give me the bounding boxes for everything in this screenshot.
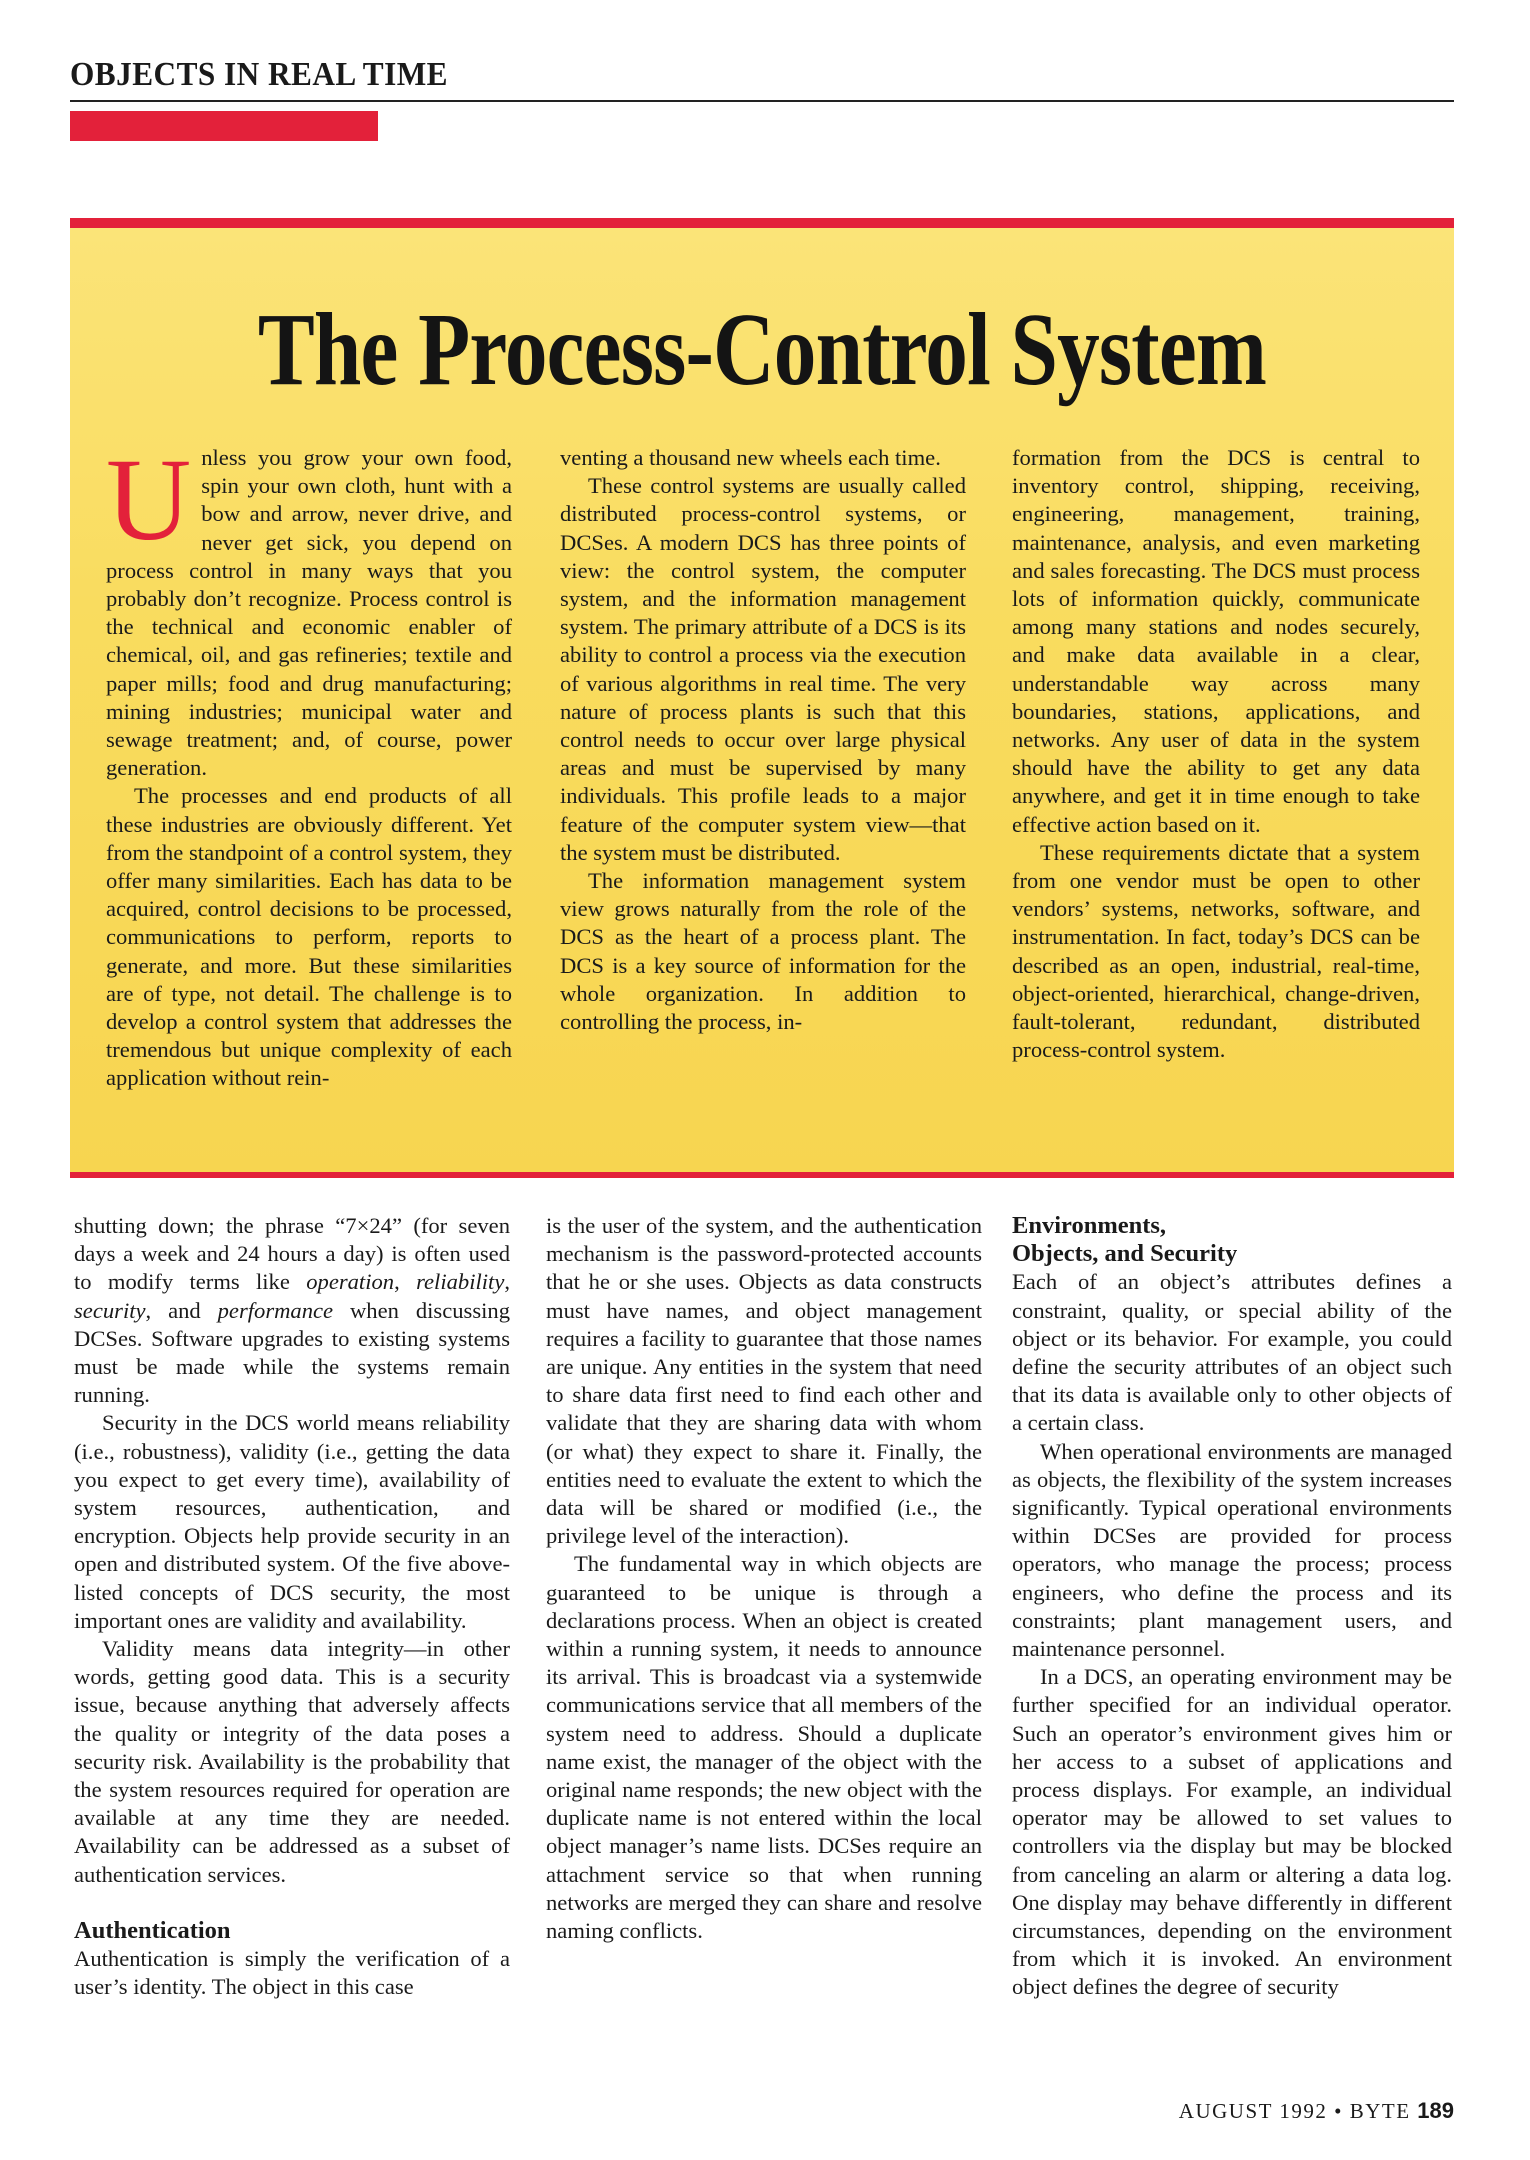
paragraph-text: nless you grow your own food, spin your own cloth, hunt with a bow and arrow, never drive, and never get sick, you depend on process control in many ways that you probably don’t recognize. Process control is the technical and economic enabler of chemical, oil, and gas refineries; textile and paper mills; food and drug manufacturing; mining industries; municipal water and sewage treatment; and, of course, power generation. bbox=[106, 445, 512, 781]
section-color-bar bbox=[70, 111, 378, 141]
body-column-2 bbox=[546, 1212, 982, 1945]
page-footer bbox=[1040, 2098, 1454, 2124]
sidebar-top-rule bbox=[70, 218, 1454, 228]
sidebar-paragraph: formation from the DCS is central to inventory control, shipping, receiving, engineering, management, training, maintenance, analysis, and even marketing and sales forecasting. The DCS must process lots of information quickly, communicate among many stations and nodes securely, and make data available in a clear, understandable way across many boundaries, stations, applications, and networks. Any user of data in the system should have the ability to get any data anywhere, and get it in time enough to take effective action based on it. bbox=[1012, 445, 1420, 837]
sidebar-paragraph: venting a thousand new wheels each time. bbox=[560, 445, 941, 470]
subhead-environments: Environments, Objects, and Security bbox=[1012, 1212, 1238, 1268]
issue-date: AUGUST 1992 bbox=[1178, 2099, 1328, 2123]
body-paragraph: Each of an object’s attributes defines a constraint, quality, or special ability of the object or its behavior. For example, you could define the security attributes of an object such that its data is available only to other objects of a certain class. bbox=[1012, 1269, 1452, 1436]
sidebar-bottom-rule bbox=[70, 1172, 1454, 1178]
page-number: 189 bbox=[1417, 2098, 1454, 2123]
section-label: OBJECTS IN REAL TIME bbox=[70, 56, 449, 93]
footer-bullet: • bbox=[1334, 2099, 1343, 2123]
sidebar-title: The Process-Control System bbox=[257, 292, 1267, 407]
body-paragraph: Authentication is simply the verification of a user’s identity. The object in this case bbox=[74, 1946, 510, 2000]
sidebar-column-2 bbox=[560, 444, 966, 1036]
sidebar-paragraph: The information management system view grows naturally from the role of the DCS as the heart of a process plant. The DCS is a key source of information for the whole organization. In addition to controlling the process, in- bbox=[560, 868, 966, 1035]
body-column-3 bbox=[1012, 1212, 1452, 2002]
body-paragraph: The fundamental way in which objects are guaranteed to be unique is through a declarations process. When an object is created within a running system, it needs to announce its arrival. This is broadcast via a systemwide communications service that all members of the system need to address. Should a duplicate name exist, the manager of the object with the original name responds; the new object with the duplicate name is not entered within the local object manager’s name lists. DCSes require an attachment service so that when running networks are merged they can share and resolve naming conflicts. bbox=[546, 1551, 982, 1944]
body-paragraph: In a DCS, an operating environment may be further specified for an individual operator. Such an operator’s environment gives him or her access to a subset of applications and process displays. For example, an individual operator may be allowed to set values to controllers via the display but may be blocked from canceling an alarm or altering a data log. One display may behave differently in different circumstances, depending on the environment from which it is invoked. An environment object defines the degree of security bbox=[1012, 1664, 1452, 2000]
sidebar-paragraph: These control systems are usually called distributed process-control systems, or DCSes. A modern DCS has three points of view: the control system, the computer system, and the information management system. The primary attribute of a DCS is its ability to control a process via the execution of various algorithms in real time. The very nature of process plants is such that this control needs to occur over large physical areas and must be supervised by many individuals. This profile leads to a major feature of the computer system view—that the system must be distributed. bbox=[560, 473, 966, 865]
header-rule bbox=[70, 100, 1454, 102]
sidebar-paragraph bbox=[106, 434, 512, 782]
body-paragraph: Validity means data integrity—in other words, getting good data. This is a security issue, because anything that adversely affects the quality or integrity of the data poses a security risk. Availability is the probability that the system resources required for operation are available at any time they are needed. Availability can be addressed as a subset of authentication services. bbox=[74, 1636, 510, 1887]
body-paragraph: shutting down; the phrase “7×24” (for seven days a week and 24 hours a day) is often used to modify terms like operation, reliability, security, and performance when discussing DCSes. Software upgrades to existing systems must be made while the systems remain running. bbox=[74, 1213, 511, 1408]
body-paragraph: Security in the DCS world means reliability (i.e., robustness), validity (i.e., getting the data you expect to get every time), availability of system resources, authentication, and encryption. Objects help provide security in an open and distributed system. Of the five above-listed concepts of DCS security, the most important ones are validity and availability. bbox=[74, 1410, 510, 1633]
sidebar-column-3 bbox=[1012, 444, 1420, 1064]
magazine-name: BYTE bbox=[1349, 2099, 1411, 2123]
body-paragraph: is the user of the system, and the authentication mechanism is the password-protected accounts that he or she uses. Objects as data constructs must have names, and object management requires a facility to guarantee that those names are unique. Any entities in the system that need to share data first need to find each other and validate that they are sharing data with whom (or what) they expect to share it. Finally, the entities need to evaluate the extent to which the data will be shared or modified (i.e., the privilege level of the interaction). bbox=[546, 1213, 982, 1549]
subhead-authentication: Authentication bbox=[74, 1916, 231, 1944]
body-column-1 bbox=[74, 1212, 510, 2001]
body-paragraph: When operational environments are managed as objects, the flexibility of the system increases significantly. Typical operational environments within DCSes are provided for process operators, who manage the process; process engineers, who define the process and its constraints; plant management users, and maintenance personnel. bbox=[1012, 1438, 1452, 1662]
sidebar-column-1 bbox=[106, 434, 512, 1093]
sidebar-paragraph: The processes and end products of all these industries are obviously different. Yet from the standpoint of a control system, they offer many similarities. Each has data to be acquired, control decisions to be processed, communications to perform, reports to generate, and more. But these similarities are of type, not detail. The challenge is to develop a control system that addresses the tremendous but unique complexity of each application without rein- bbox=[106, 783, 512, 1091]
sidebar-paragraph: These requirements dictate that a system from one vendor must be open to other vendors’ systems, networks, software, and instrumentation. In fact, today’s DCS can be described as an open, industrial, real-time, object-oriented, hierarchical, change-driven, fault-tolerant, redundant, distributed process-control system. bbox=[1012, 839, 1420, 1063]
drop-cap: U bbox=[106, 434, 192, 565]
